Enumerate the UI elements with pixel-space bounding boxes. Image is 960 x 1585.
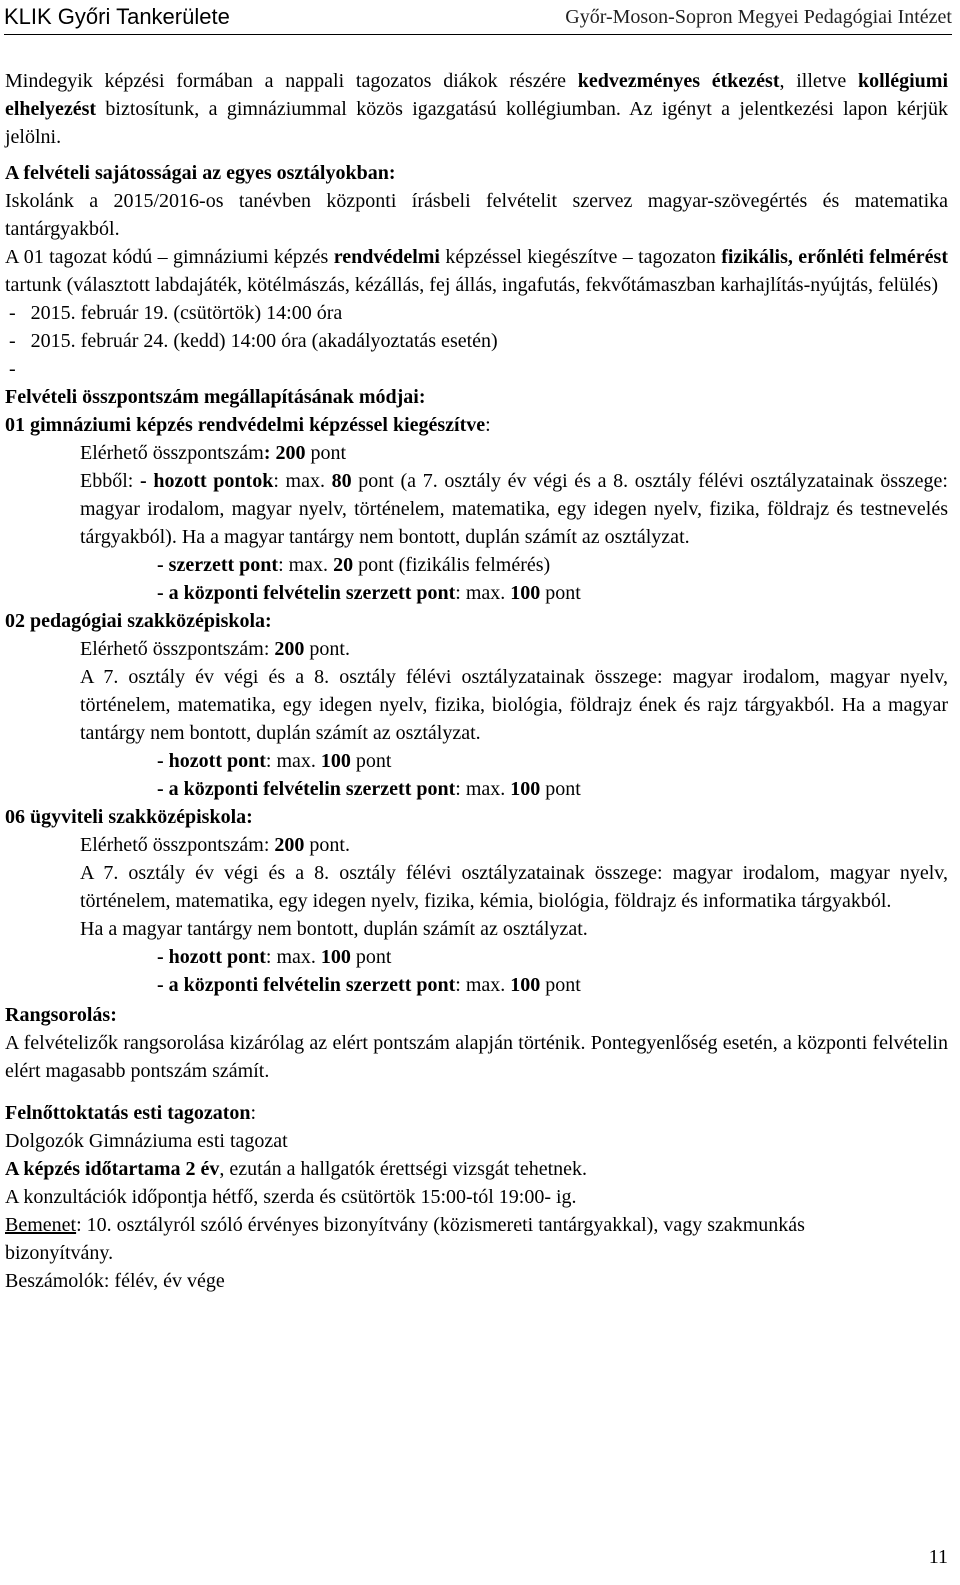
felnott-line1: Dolgozók Gimnáziuma esti tagozat <box>5 1130 288 1152</box>
felnott-line4 <box>5 1211 948 1267</box>
kozponti-value: 100 <box>510 582 541 604</box>
p2-text-3: tartunk (választott labdajáték, kötélmászás, kézállás, fej állás, ingafutás, fekvőtámaszban karhajlítás-nyújtás, felülés) <box>5 274 938 296</box>
kozponti-max: : max. <box>455 582 511 604</box>
hozott-unit: pont <box>350 750 392 772</box>
document-body <box>5 67 948 1295</box>
intro-text-2: , illetve <box>779 70 858 92</box>
section-01-ebbol <box>5 467 948 551</box>
ebbol-max: : max. <box>273 470 332 492</box>
section-06-note: Ha a magyar tantárgy nem bontott, duplán számít az osztályzat. <box>80 918 588 940</box>
intro-bold-1: kedvezményes étkezést <box>577 70 780 92</box>
section-06-title <box>5 803 948 831</box>
elerheto-unit: pont. <box>304 638 350 660</box>
hozott-unit: pont <box>350 946 392 968</box>
kozponti-unit: pont <box>540 582 581 604</box>
felnott-title <box>5 1099 948 1127</box>
p2-text-2: képzéssel kiegészítve – tagozaton <box>439 246 722 268</box>
elerheto-value: 200 <box>274 834 305 856</box>
szerzett-max: : max. <box>278 554 334 576</box>
sajatossagok-p2 <box>5 243 948 299</box>
felnott-line3: A konzultációk időpontja hétfő, szerda és csütörtök 15:00-tól 19:00- ig. <box>5 1186 577 1208</box>
section-02-desc: A 7. osztály év végi és a 8. osztály félévi osztályzatainak összege: magyar irodalom, magyar nyelv, történelem, matematika, egy idegen nyelv, fizika, biológia, földrajz ének és rajz tárgyakból. Ha a magyar tantárgy nem bontott, duplán számít az osztályzat. <box>80 666 948 744</box>
section-02-title <box>5 607 948 635</box>
kozponti-unit: pont <box>540 778 581 800</box>
hozott-pontok-label: - hozott pontok <box>140 470 274 492</box>
felnott-title-colon: : <box>250 1102 257 1124</box>
sajatossagok-p1: Iskolánk a 2015/2016-os tanévben központi írásbeli felvételit szervez magyar-szövegértés és matematika tantárgyakból. <box>5 190 948 240</box>
section-06-kozponti <box>5 971 948 999</box>
section-01-title <box>5 411 948 439</box>
felnott-title-text: Felnőttoktatás esti tagozaton <box>5 1102 251 1124</box>
bemenet-text: : 10. osztályról szóló érvényes bizonyítvány (közismereti tantárgyakkal), vagy szakmunkás bizonyítvány. <box>5 1214 805 1264</box>
kozponti-label: - a központi felvételin szerzett pont <box>157 974 456 996</box>
section-01-colon: : <box>485 414 491 436</box>
hozott-pontok-value: 80 <box>331 470 352 492</box>
felnott-line2 <box>5 1155 948 1183</box>
hozott-value: 100 <box>320 750 351 772</box>
section-06-hozott <box>5 943 948 971</box>
intro-paragraph <box>5 67 948 151</box>
elerheto-value: 200 <box>274 638 305 660</box>
intro-text-1: Mindegyik képzési formában a nappali tagozatos diákok részére <box>5 70 578 92</box>
ebbol-label: Ebből: <box>80 470 140 492</box>
hozott-label: - hozott pont <box>157 946 266 968</box>
elerheto-label: Elérhető összpontszám <box>80 442 264 464</box>
szerzett-value: 20 <box>333 554 354 576</box>
page-number: 11 <box>928 1546 948 1568</box>
hozott-max: : max. <box>265 946 321 968</box>
felnott-line5: Beszámolók: félév, év vége <box>5 1270 225 1292</box>
pontszam-title <box>5 383 948 411</box>
date-item: - <box>9 358 16 380</box>
elerheto-value: : 200 <box>263 442 306 464</box>
section-02-title-text: 02 pedagógiai szakközépiskola: <box>5 610 272 632</box>
intro-bold-2: kollégiumi elhelyezést <box>5 70 949 120</box>
elerheto-unit: pont <box>305 442 347 464</box>
section-06-elerheto <box>5 831 948 859</box>
section-01-title-text: 01 gimnáziumi képzés rendvédelmi képzéssel kiegészítve <box>5 414 486 436</box>
kozponti-value: 100 <box>510 974 541 996</box>
szerzett-label: - szerzett pont <box>157 554 279 576</box>
date-item: - 2015. február 24. (kedd) 14:00 óra (akadályoztatás esetén) <box>9 330 498 352</box>
section-01-elerheto <box>5 439 948 467</box>
header-left-text: KLIK Győri Tankerülete <box>4 4 230 29</box>
rangsor-title-text: Rangsorolás: <box>5 1004 117 1026</box>
p2-bold-1: rendvédelmi <box>333 246 440 268</box>
header-right-text: Győr-Moson-Sopron Megyei Pedagógiai Intézet <box>565 6 952 28</box>
elerheto-label: Elérhető összpontszám: <box>80 834 275 856</box>
szerzett-note: pont (fizikális felmérés) <box>353 554 551 576</box>
elerheto-unit: pont. <box>304 834 350 856</box>
rangsor-title <box>5 1001 948 1029</box>
rangsor-text: A felvételizők rangsorolása kizárólag az elért pontszám alapján történik. Pontegyenlőség esetén, a központi felvételin elért magasabb pontszám számít. <box>5 1032 948 1082</box>
kozponti-value: 100 <box>510 778 541 800</box>
hozott-label: - hozott pont <box>157 750 266 772</box>
section-06-desc: A 7. osztály év végi és a 8. osztály félévi osztályzatainak összege: magyar irodalom, magyar nyelv, történelem, matematika, egy idegen nyelv, fizika, kémia, biológia, földrajz és informatika tárgyakból. <box>80 862 948 912</box>
section-02-elerheto <box>5 635 948 663</box>
kozponti-label: - a központi felvételin szerzett pont <box>157 778 456 800</box>
felnott-line2-text: , ezután a hallgatók érettségi vizsgát tehetnek. <box>219 1158 588 1180</box>
p2-bold-2: fizikális, erőnléti felmérést <box>721 246 948 268</box>
hozott-value: 100 <box>320 946 351 968</box>
ebbol-description: pont (a 7. osztály év végi és a 8. osztály félévi osztályzatainak összege: magyar irodalom, magyar nyelv, történelem, matematika, egy idegen nyelv, fizika, földrajz és testnevelés tárgyakból). Ha a magyar tantárgy nem bontott, duplán számít az osztályzat. <box>80 470 948 548</box>
section-06-title-text: 06 ügyviteli szakközépiskola: <box>5 806 253 828</box>
kozponti-max: : max. <box>455 974 511 996</box>
section-02-kozponti <box>5 775 948 803</box>
sajatossagok-title-text: A felvételi sajátosságai az egyes osztályokban: <box>5 162 396 184</box>
date-item: - 2015. február 19. (csütörtök) 14:00 óra <box>9 302 343 324</box>
section-01-szerzett <box>5 551 948 579</box>
page-header <box>4 4 952 35</box>
pontszam-title-text: Felvételi összpontszám megállapításának módjai: <box>5 386 426 408</box>
intro-text-3: biztosítunk, a gimnáziummal közös igazgatású kollégiumban. Az igényt a jelentkezési lapon kérjük jelölni. <box>5 98 948 148</box>
kozponti-max: : max. <box>455 778 511 800</box>
kozponti-unit: pont <box>540 974 581 996</box>
p2-text-1: A 01 tagozat kódú – gimnáziumi képzés <box>5 246 334 268</box>
elerheto-label: Elérhető összpontszám: <box>80 638 275 660</box>
bemenet-label: Bemenet <box>5 1214 77 1236</box>
section-01-kozponti <box>5 579 948 607</box>
section-02-hozott <box>5 747 948 775</box>
hozott-max: : max. <box>265 750 321 772</box>
sajatossagok-title <box>5 159 948 187</box>
kepzes-idotartama: A képzés időtartama 2 év <box>5 1158 220 1180</box>
kozponti-label: - a központi felvételin szerzett pont <box>157 582 456 604</box>
